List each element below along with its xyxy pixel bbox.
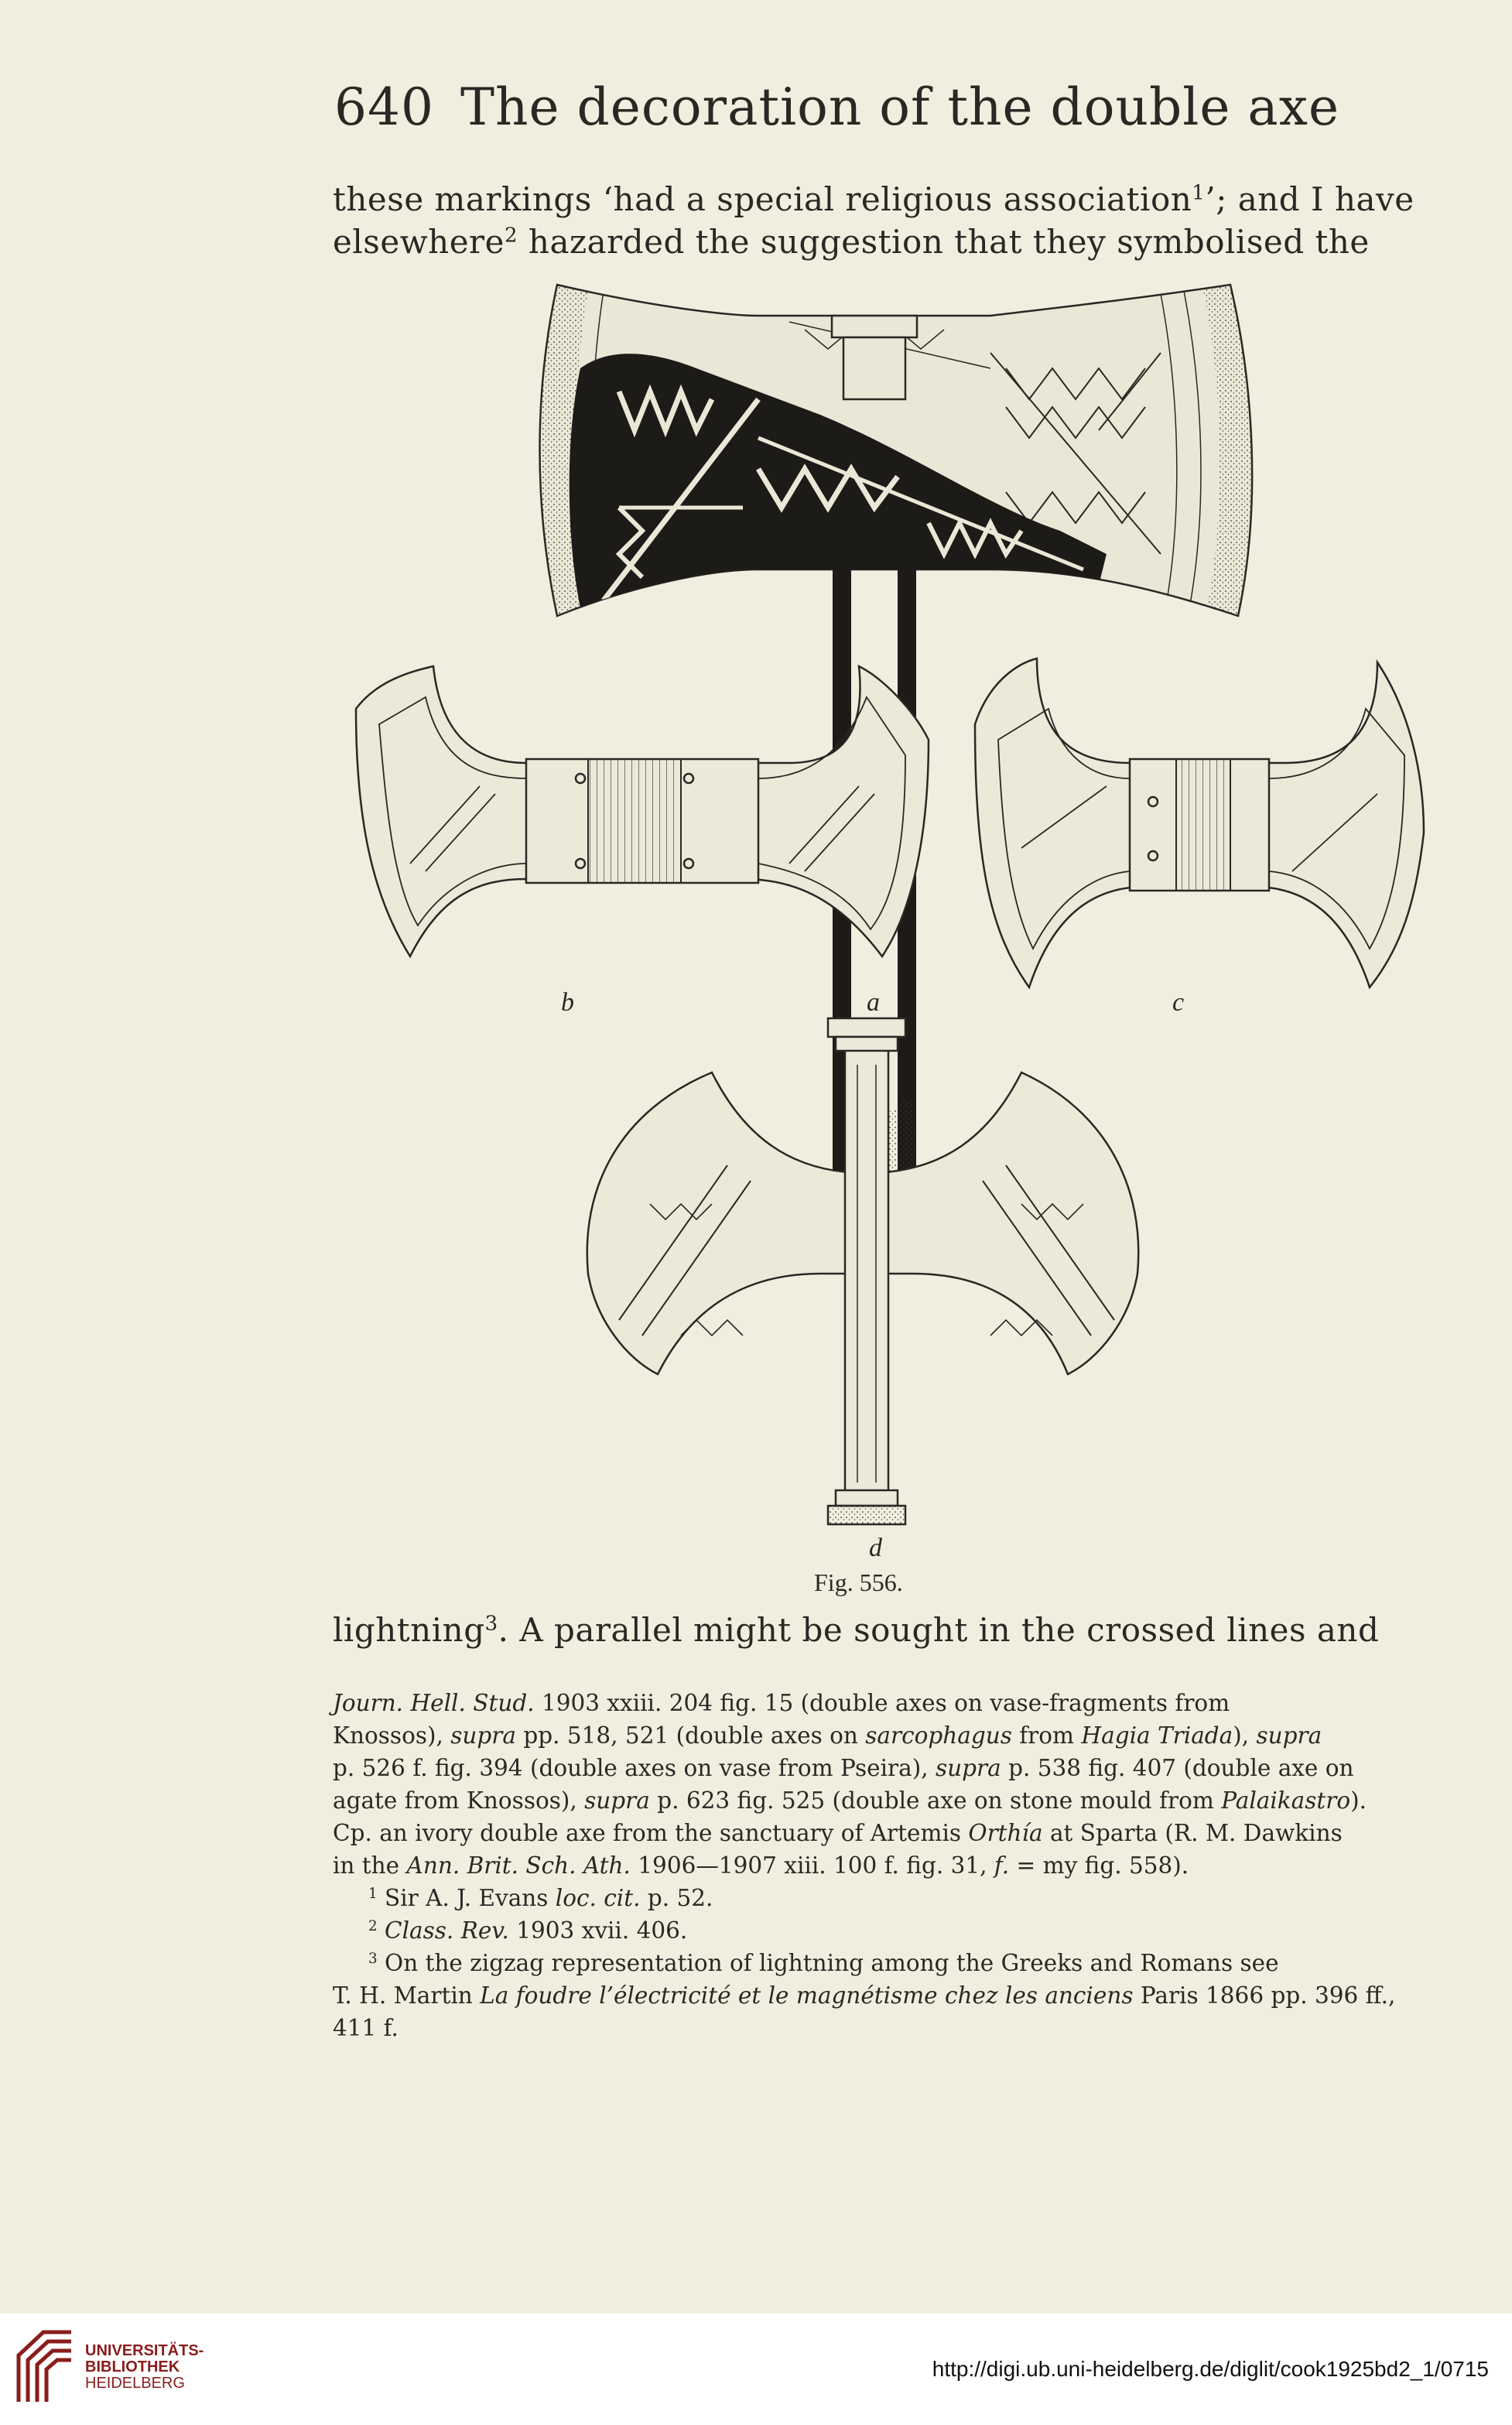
footnote-3-line-3	[333, 2012, 1416, 2044]
note-italic: Hagia Triada	[1081, 1722, 1233, 1749]
body-text-line-2	[333, 223, 1416, 261]
note-text: from	[1011, 1722, 1082, 1749]
footnotes	[333, 1687, 1416, 2044]
footnote-ref-2: 2	[505, 224, 518, 248]
note-text: Knossos),	[333, 1722, 451, 1749]
note-italic: Ann. Brit. Sch. Ath.	[406, 1852, 631, 1879]
body-text: hazarded the suggestion that they symbolised the	[518, 223, 1370, 261]
running-title: The decoration of the double axe	[460, 77, 1340, 137]
page-number: 640	[334, 77, 434, 137]
note-text: p. 538 fig. 407 (double axe on	[1001, 1755, 1354, 1781]
body-text: lightning	[333, 1611, 485, 1649]
note-italic: supra	[450, 1722, 516, 1749]
body-text: elsewhere	[333, 223, 505, 261]
body-text-line-3	[333, 1611, 1416, 1649]
axe-d	[587, 1018, 1138, 1524]
figure-label-c: c	[1172, 988, 1185, 1017]
figure-label-b: b	[561, 988, 574, 1017]
note-text: 1903 xvii. 406.	[508, 1917, 688, 1944]
note-italic: Class. Rev.	[377, 1917, 509, 1944]
library-name-line: HEIDELBERG	[85, 2375, 185, 2392]
running-header	[334, 77, 1418, 137]
footnote-3-line-2	[333, 1979, 1416, 2012]
figure-label-d: d	[869, 1534, 882, 1562]
note-italic: Journ. Hell. Stud.	[333, 1690, 535, 1716]
note-text: agate from Knossos),	[333, 1787, 585, 1814]
body-text-line-1	[333, 180, 1416, 218]
footnote-3-line-1	[333, 1947, 1416, 1979]
note-text: Sir A. J. Evans	[377, 1885, 556, 1911]
library-name-line: UNIVERSITÄTS-	[85, 2342, 204, 2359]
note-italic: Palaikastro	[1221, 1787, 1351, 1814]
footnote-ref-3: 3	[484, 1612, 498, 1636]
axe-c	[975, 658, 1424, 987]
note-text: Paris 1866 pp. 396 ff.,	[1133, 1982, 1396, 2009]
note-text: ).	[1350, 1787, 1367, 1814]
footnote-number: 2	[368, 1917, 378, 1934]
digitization-footer	[0, 2314, 1512, 2425]
note-text: at Sparta (R. M. Dawkins	[1042, 1820, 1343, 1846]
note-text: in the	[333, 1852, 407, 1879]
body-text: . A parallel might be sought in the crossed lines and	[498, 1611, 1380, 1649]
note-text: pp. 518, 521 (double axes on	[515, 1722, 866, 1749]
note-text: = my fig. 558).	[1009, 1852, 1189, 1879]
note-continued-line-5	[333, 1817, 1416, 1849]
note-italic: La foudre l’électricité et le magnétisme chez les anciens	[480, 1982, 1134, 2009]
body-text: ’; and I have	[1205, 180, 1415, 218]
note-italic: supra	[584, 1787, 650, 1814]
note-text: p. 623 fig. 525 (double axe on stone mould from	[649, 1787, 1222, 1814]
permalink-url[interactable]: http://digi.ub.uni-heidelberg.de/diglit/cook1925bd2_1/0715	[932, 2357, 1489, 2381]
note-italic: loc. cit.	[555, 1885, 641, 1911]
note-text: 411 f.	[333, 2015, 399, 2041]
figure-label-a: a	[867, 988, 880, 1017]
note-text: 1906—1907 xiii. 100 f. fig. 31,	[630, 1852, 994, 1879]
double-axe-illustrations	[325, 275, 1408, 1596]
footnote-number: 3	[368, 1950, 378, 1967]
note-continued-line-3	[333, 1752, 1416, 1784]
figure-556	[325, 275, 1408, 1596]
footnote-1	[333, 1882, 1416, 1914]
note-continued-line-2	[333, 1719, 1416, 1752]
note-text: p. 526 f. fig. 394 (double axes on vase from Pseira),	[333, 1755, 936, 1781]
note-text: 1903 xxiii. 204 fig. 15 (double axes on vase-fragments from	[534, 1690, 1230, 1716]
body-text: these markings ‘had a special religious association	[333, 180, 1192, 218]
figure-caption: Fig. 556.	[814, 1568, 903, 1596]
footnote-number: 1	[368, 1885, 378, 1902]
footnote-ref-1: 1	[1192, 181, 1206, 205]
library-logo-icon	[12, 2324, 77, 2410]
note-italic: supra	[935, 1755, 1001, 1781]
note-text: On the zigzag representation of lightning among the Greeks and Romans see	[377, 1950, 1279, 1976]
note-italic: f.	[994, 1852, 1010, 1879]
note-continued-line-4	[333, 1784, 1416, 1817]
note-text: Cp. an ivory double axe from the sanctuary of Artemis	[333, 1820, 969, 1846]
library-name	[85, 2343, 204, 2392]
note-italic: Orthía	[968, 1820, 1043, 1846]
footnote-2	[333, 1914, 1416, 1947]
library-name-line: BIBLIOTHEK	[85, 2358, 180, 2375]
note-text: T. H. Martin	[333, 1982, 481, 2009]
note-italic: supra	[1256, 1722, 1322, 1749]
note-italic: sarcophagus	[865, 1722, 1012, 1749]
note-text: ),	[1233, 1722, 1257, 1749]
note-continued-line-6	[333, 1849, 1416, 1882]
note-text: p. 52.	[640, 1885, 713, 1911]
note-continued-line-1	[333, 1687, 1416, 1719]
